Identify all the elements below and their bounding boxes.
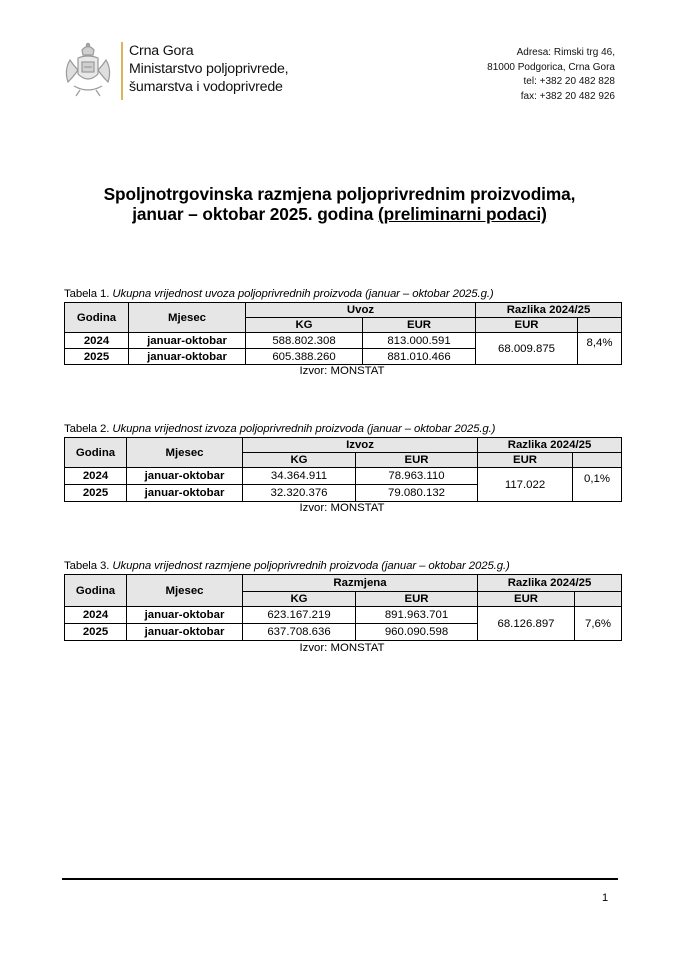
header-divider [121,42,123,100]
header-razlika: Razlika 2024/25 [478,575,622,592]
cell-razlika-pct: 8,4% [578,333,622,365]
cell-eur: 881.010.466 [363,349,476,365]
cell-razlika-eur: 68.126.897 [478,607,575,641]
header-godina: Godina [65,438,127,468]
cell-godina: 2024 [65,607,127,624]
cell-razlika-eur: 117.022 [478,468,573,502]
cell-kg: 605.388.260 [246,349,363,365]
address-fax: fax: +382 20 482 926 [520,90,615,102]
ministry-name [129,42,288,96]
table-row [65,468,622,485]
cell-mjesec: januar-oktobar [127,607,243,624]
table-1-caption [64,288,494,300]
header-razlika: Razlika 2024/25 [476,303,622,318]
table-row [65,333,622,349]
document-title [0,184,679,224]
header-group: Uvoz [246,303,476,318]
header-mjesec: Mjesec [127,575,243,607]
cell-godina: 2024 [65,333,129,349]
title-line-1: Spoljnotrgovinska razmjena poljoprivrednim proizvodima, [103,184,576,204]
cell-mjesec: januar-oktobar [129,333,246,349]
footer-divider [62,878,618,880]
header-razlika-pct [578,318,622,333]
header-godina: Godina [65,575,127,607]
address-city: 81000 Podgorica, Crna Gora [487,61,615,73]
header-razlika-eur: EUR [478,453,573,468]
cell-kg: 34.364.911 [243,468,356,485]
ministry-line-country: Crna Gora [129,43,194,59]
header-group: Izvoz [243,438,478,453]
cell-kg: 32.320.376 [243,485,356,502]
header-razlika-pct [573,453,622,468]
table-2-export [64,437,622,502]
cell-mjesec: januar-oktobar [129,349,246,365]
header-kg: KG [243,592,356,607]
cell-eur: 79.080.132 [356,485,478,502]
table-2-source: Izvor: MONSTAT [299,502,385,514]
table-3-label: Tabela 3. [64,560,110,572]
cell-eur: 813.000.591 [363,333,476,349]
header-kg: KG [243,453,356,468]
header-group: Razmjena [243,575,478,592]
cell-godina: 2024 [65,468,127,485]
header-mjesec: Mjesec [127,438,243,468]
cell-eur: 891.963.701 [356,607,478,624]
title-period: januar – oktobar 2025. godina [132,204,378,224]
montenegro-coat-of-arms-icon [60,40,116,100]
title-preliminary-note: (preliminarni podaci) [377,204,547,224]
address-line: Adresa: Rimski trg 46, [516,47,615,58]
ministry-line-name: Ministarstvo poljoprivrede, [129,61,289,77]
cell-godina: 2025 [65,485,127,502]
table-3-source: Izvor: MONSTAT [299,642,385,654]
contact-address [487,46,615,104]
table-1-label: Tabela 1. [64,288,110,300]
table-1-source: Izvor: MONSTAT [299,365,385,377]
header-mjesec: Mjesec [129,303,246,333]
header-razlika-eur: EUR [478,592,575,607]
cell-razlika-pct: 0,1% [573,468,622,502]
table-2-caption-text: Ukupna vrijednost izvoza poljoprivrednih proizvoda (januar – oktobar 2025.g.) [109,423,496,435]
table-3-exchange [64,574,622,641]
table-1-caption-text: Ukupna vrijednost uvoza poljoprivrednih proizvoda (januar – oktobar 2025.g.) [109,288,494,300]
cell-kg: 637.708.636 [243,624,356,641]
page-number: 1 [602,892,609,904]
cell-godina: 2025 [65,624,127,641]
header-razlika: Razlika 2024/25 [478,438,622,453]
cell-mjesec: januar-oktobar [127,468,243,485]
header-razlika-eur: EUR [476,318,578,333]
cell-razlika-eur: 68.009.875 [476,333,578,365]
address-tel: tel: +382 20 482 828 [523,76,615,87]
cell-mjesec: januar-oktobar [127,485,243,502]
table-3-caption [64,560,510,572]
table-row [65,607,622,624]
cell-razlika-pct: 7,6% [575,607,622,641]
table-3-caption-text: Ukupna vrijednost razmjene poljoprivrednih proizvoda (januar – oktobar 2025.g.) [109,560,510,572]
table-2-caption [64,423,495,435]
header-eur: EUR [356,453,478,468]
header-eur: EUR [363,318,476,333]
header-eur: EUR [356,592,478,607]
ministry-line-name-cont: šumarstva i vodoprivrede [129,79,283,95]
header-kg: KG [246,318,363,333]
cell-eur: 960.090.598 [356,624,478,641]
title-line-2 [0,204,679,224]
cell-eur: 78.963.110 [356,468,478,485]
cell-kg: 588.802.308 [246,333,363,349]
cell-mjesec: januar-oktobar [127,624,243,641]
table-1-import [64,302,622,365]
header-razlika-pct [575,592,622,607]
cell-godina: 2025 [65,349,129,365]
header-godina: Godina [65,303,129,333]
table-2-label: Tabela 2. [64,423,110,435]
cell-kg: 623.167.219 [243,607,356,624]
